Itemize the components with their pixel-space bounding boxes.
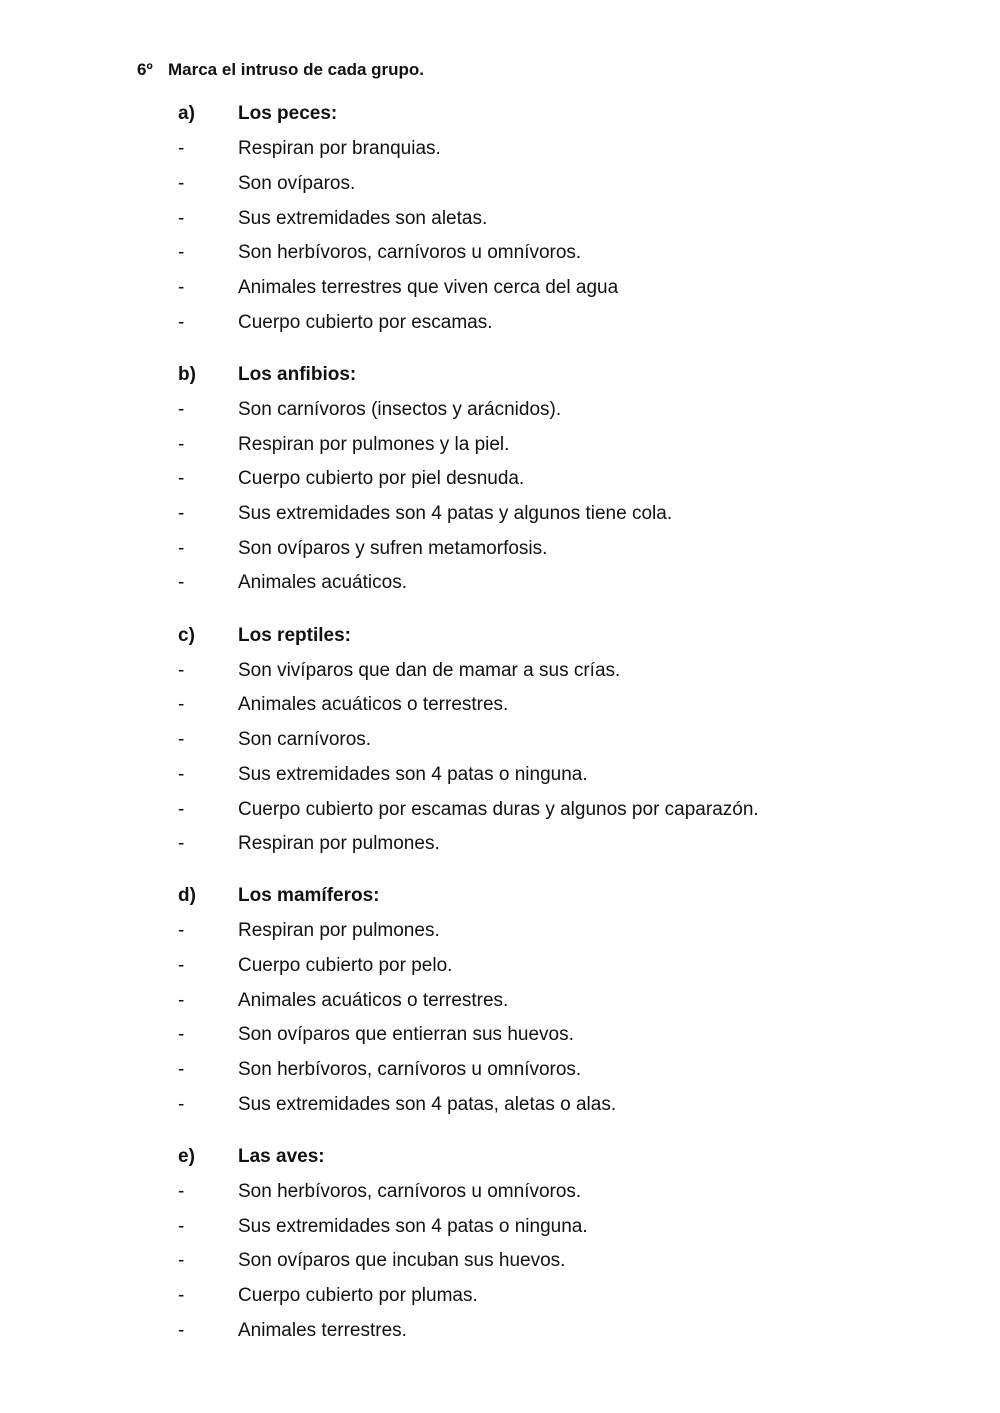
list-item-text: Animales terrestres que viven cerca del agua	[238, 277, 619, 298]
list-item[interactable]	[178, 918, 440, 944]
list-item[interactable]	[178, 831, 440, 857]
list-item-text: Respiran por pulmones.	[238, 833, 440, 854]
group-letter: a)	[178, 103, 195, 124]
list-item[interactable]	[178, 1283, 478, 1309]
list-item-text: Son herbívoros, carnívoros u omnívoros.	[238, 1181, 582, 1202]
list-item-text: Son carnívoros.	[238, 729, 372, 750]
bullet-dash: -	[178, 503, 185, 524]
bullet-dash: -	[178, 764, 185, 785]
list-item-text: Son ovíparos que incuban sus huevos.	[238, 1250, 566, 1271]
group-letter: d)	[178, 885, 196, 906]
exercise-number: 6º	[137, 60, 153, 79]
list-item-text: Sus extremidades son aletas.	[238, 208, 488, 229]
bullet-dash: -	[178, 799, 185, 820]
bullet-dash: -	[178, 312, 185, 333]
list-item[interactable]	[178, 953, 452, 979]
list-item-text: Sus extremidades son 4 patas y algunos tiene cola.	[238, 503, 673, 524]
list-item-text: Son vivíparos que dan de mamar a sus crías.	[238, 660, 621, 681]
group-title: Los peces:	[238, 103, 338, 124]
bullet-dash: -	[178, 277, 185, 298]
list-item-text: Animales acuáticos o terrestres.	[238, 990, 509, 1011]
list-item[interactable]	[178, 1214, 588, 1240]
bullet-dash: -	[178, 660, 185, 681]
list-item[interactable]	[178, 692, 508, 718]
list-item[interactable]	[178, 206, 487, 232]
list-item-text: Respiran por pulmones.	[238, 920, 440, 941]
bullet-dash: -	[178, 538, 185, 559]
group-letter: e)	[178, 1146, 195, 1167]
group-letter: c)	[178, 625, 195, 646]
bullet-dash: -	[178, 990, 185, 1011]
group-title: Los reptiles:	[238, 625, 351, 646]
list-item-text: Son herbívoros, carnívoros u omnívoros.	[238, 242, 582, 263]
list-item-text: Son ovíparos.	[238, 173, 356, 194]
list-item[interactable]	[178, 988, 508, 1014]
group-title-peces	[178, 101, 337, 127]
list-item-text: Cuerpo cubierto por escamas duras y algunos por caparazón.	[238, 799, 759, 820]
list-item-text: Son ovíparos que entierran sus huevos.	[238, 1024, 574, 1045]
bullet-dash: -	[178, 1320, 185, 1341]
bullet-dash: -	[178, 572, 185, 593]
list-item-text: Animales acuáticos o terrestres.	[238, 694, 509, 715]
bullet-dash: -	[178, 920, 185, 941]
bullet-dash: -	[178, 955, 185, 976]
group-title-anfibios	[178, 362, 356, 388]
list-item[interactable]	[178, 1248, 565, 1274]
list-item[interactable]	[178, 1092, 616, 1118]
bullet-dash: -	[178, 468, 185, 489]
group-title: Las aves:	[238, 1146, 325, 1167]
list-item[interactable]	[178, 136, 441, 162]
list-item[interactable]	[178, 310, 493, 336]
exercise-instruction: Marca el intruso de cada grupo.	[168, 60, 425, 79]
list-item-text: Son ovíparos y sufren metamorfosis.	[238, 538, 548, 559]
list-item-text: Cuerpo cubierto por pelo.	[238, 955, 453, 976]
bullet-dash: -	[178, 1181, 185, 1202]
group-title-aves	[178, 1144, 325, 1170]
list-item[interactable]	[178, 466, 524, 492]
bullet-dash: -	[178, 1024, 185, 1045]
group-title-reptiles	[178, 623, 351, 649]
list-item[interactable]	[178, 1179, 581, 1205]
list-item[interactable]	[178, 275, 618, 301]
bullet-dash: -	[178, 694, 185, 715]
list-item-text: Animales acuáticos.	[238, 572, 407, 593]
bullet-dash: -	[178, 1250, 185, 1271]
list-item-text: Cuerpo cubierto por piel desnuda.	[238, 468, 525, 489]
list-item-text: Sus extremidades son 4 patas o ninguna.	[238, 1216, 588, 1237]
bullet-dash: -	[178, 1059, 185, 1080]
list-item[interactable]	[178, 762, 588, 788]
list-item[interactable]	[178, 536, 547, 562]
bullet-dash: -	[178, 1216, 185, 1237]
bullet-dash: -	[178, 242, 185, 263]
list-item[interactable]	[178, 1022, 574, 1048]
bullet-dash: -	[178, 729, 185, 750]
group-letter: b)	[178, 364, 196, 385]
bullet-dash: -	[178, 138, 185, 159]
list-item[interactable]	[178, 432, 509, 458]
list-item[interactable]	[178, 797, 759, 823]
list-item-text: Animales terrestres.	[238, 1320, 407, 1341]
list-item-text: Sus extremidades son 4 patas, aletas o alas.	[238, 1094, 617, 1115]
bullet-dash: -	[178, 208, 185, 229]
group-title-mamiferos	[178, 883, 379, 909]
list-item[interactable]	[178, 501, 672, 527]
bullet-dash: -	[178, 399, 185, 420]
list-item-text: Sus extremidades son 4 patas o ninguna.	[238, 764, 588, 785]
list-item[interactable]	[178, 171, 355, 197]
list-item[interactable]	[178, 1057, 581, 1083]
list-item-text: Cuerpo cubierto por escamas.	[238, 312, 493, 333]
list-item[interactable]	[178, 658, 620, 684]
bullet-dash: -	[178, 1285, 185, 1306]
bullet-dash: -	[178, 833, 185, 854]
list-item[interactable]	[178, 570, 407, 596]
bullet-dash: -	[178, 1094, 185, 1115]
list-item-text: Son herbívoros, carnívoros u omnívoros.	[238, 1059, 582, 1080]
list-item[interactable]	[178, 1318, 407, 1344]
exercise-heading	[137, 60, 424, 80]
list-item[interactable]	[178, 727, 371, 753]
group-title: Los anfibios:	[238, 364, 357, 385]
list-item[interactable]	[178, 240, 581, 266]
group-title: Los mamíferos:	[238, 885, 380, 906]
list-item-text: Son carnívoros (insectos y arácnidos).	[238, 399, 562, 420]
list-item[interactable]	[178, 397, 561, 423]
list-item-text: Respiran por branquias.	[238, 138, 441, 159]
bullet-dash: -	[178, 173, 185, 194]
bullet-dash: -	[178, 434, 185, 455]
list-item-text: Cuerpo cubierto por plumas.	[238, 1285, 478, 1306]
list-item-text: Respiran por pulmones y la piel.	[238, 434, 510, 455]
